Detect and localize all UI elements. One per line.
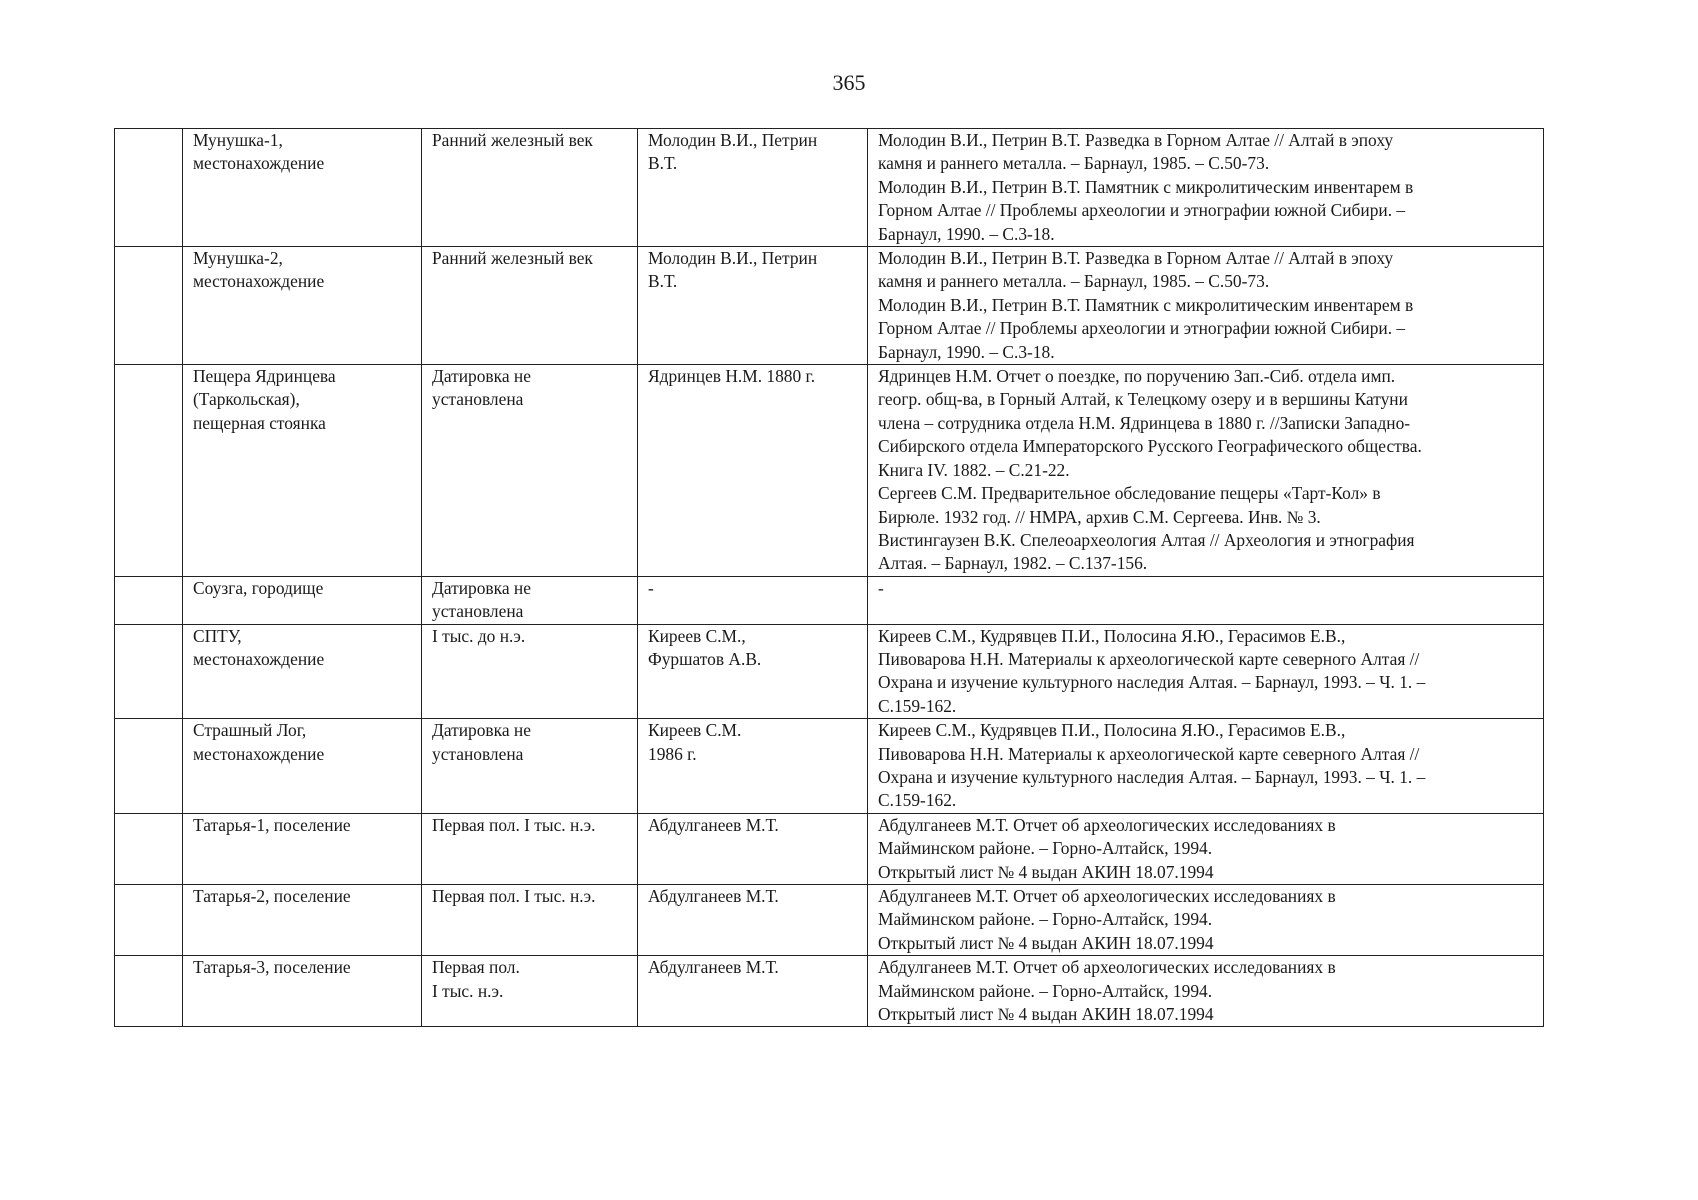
cell-dating: I тыс. до н.э. xyxy=(422,624,638,719)
cell-monument-name: Татарья-1, поселение xyxy=(183,813,422,884)
cell-dating: Датировка не установлена xyxy=(422,576,638,624)
cell-researcher: Молодин В.И., Петрин В.Т. xyxy=(638,247,868,365)
cell-dating: Первая пол. I тыс. н.э. xyxy=(422,813,638,884)
table-row xyxy=(115,719,1544,814)
cell-monument-name: СПТУ, местонахождение xyxy=(183,624,422,719)
cell-number xyxy=(115,956,183,1027)
cell-researcher: Киреев С.М. 1986 г. xyxy=(638,719,868,814)
cell-researcher: Абдулганеев М.Т. xyxy=(638,813,868,884)
table-row xyxy=(115,885,1544,956)
cell-researcher: Молодин В.И., Петрин В.Т. xyxy=(638,129,868,247)
table-row xyxy=(115,129,1544,247)
cell-literature: Абдулганеев М.Т. Отчет об археологических исследованиях в Майминском районе. – Горно-Алтайск, 1994. Открытый лист № 4 выдан АКИН 18.07.1994 xyxy=(868,813,1544,884)
table-row xyxy=(115,576,1544,624)
cell-monument-name: Соузга, городище xyxy=(183,576,422,624)
cell-number xyxy=(115,576,183,624)
cell-dating: Ранний железный век xyxy=(422,247,638,365)
cell-researcher: Ядринцев Н.М. 1880 г. xyxy=(638,365,868,577)
cell-literature: - xyxy=(868,576,1544,624)
cell-monument-name: Мунушка-2, местонахождение xyxy=(183,247,422,365)
cell-number xyxy=(115,885,183,956)
cell-literature: Ядринцев Н.М. Отчет о поездке, по поручению Зап.-Сиб. отдела имп. геогр. общ-ва, в Горный Алтай, к Телецкому озеру и в вершины Катуни члена – сотрудника отдела Н.М. Ядринцева в 1880 г. //Записки Западно- Сибирского отдела Императорского Русского Географического общества. Книга IV. 1882. – С.21-22. Сергеев С.М. Предварительное обследование пещеры «Тарт-Кол» в Бирюле. 1932 год. // НМРА, архив С.М. Сергеева. Инв. № 3. Вистингаузен В.К. Спелеоархеология Алтая // Археология и этнография Алтая. – Барнаул, 1982. – С.137-156. xyxy=(868,365,1544,577)
cell-monument-name: Пещера Ядринцева (Таркольская), пещерная стоянка xyxy=(183,365,422,577)
cell-monument-name: Мунушка-1, местонахождение xyxy=(183,129,422,247)
table-row xyxy=(115,365,1544,577)
cell-monument-name: Татарья-2, поселение xyxy=(183,885,422,956)
cell-literature: Молодин В.И., Петрин В.Т. Разведка в Горном Алтае // Алтай в эпоху камня и раннего металла. – Барнаул, 1985. – С.50-73. Молодин В.И., Петрин В.Т. Памятник с микролитическим инвентарем в Горном Алтае // Проблемы археологии и этнографии южной Сибири. – Барнаул, 1990. – С.3-18. xyxy=(868,247,1544,365)
table-row xyxy=(115,247,1544,365)
cell-literature: Киреев С.М., Кудрявцев П.И., Полосина Я.Ю., Герасимов Е.В., Пивоварова Н.Н. Материалы к археологической карте северного Алтая // Охрана и изучение культурного наследия Алтая. – Барнаул, 1993. – Ч. 1. – С.159-162. xyxy=(868,719,1544,814)
cell-number xyxy=(115,813,183,884)
monuments-table-body xyxy=(115,129,1544,1027)
page-number: 365 xyxy=(832,70,866,95)
table-row xyxy=(115,624,1544,719)
cell-literature: Молодин В.И., Петрин В.Т. Разведка в Горном Алтае // Алтай в эпоху камня и раннего металла. – Барнаул, 1985. – С.50-73. Молодин В.И., Петрин В.Т. Памятник с микролитическим инвентарем в Горном Алтае // Проблемы археологии и этнографии южной Сибири. – Барнаул, 1990. – С.3-18. xyxy=(868,129,1544,247)
monuments-table xyxy=(114,128,1544,1027)
table-row xyxy=(115,956,1544,1027)
cell-number xyxy=(115,129,183,247)
cell-number xyxy=(115,365,183,577)
cell-dating: Датировка не установлена xyxy=(422,365,638,577)
cell-monument-name: Страшный Лог, местонахождение xyxy=(183,719,422,814)
cell-dating: Ранний железный век xyxy=(422,129,638,247)
table-row xyxy=(115,813,1544,884)
cell-researcher: Абдулганеев М.Т. xyxy=(638,956,868,1027)
cell-literature: Абдулганеев М.Т. Отчет об археологических исследованиях в Майминском районе. – Горно-Алтайск, 1994. Открытый лист № 4 выдан АКИН 18.07.1994 xyxy=(868,885,1544,956)
cell-dating: Датировка не установлена xyxy=(422,719,638,814)
cell-dating: Первая пол. I тыс. н.э. xyxy=(422,885,638,956)
cell-monument-name: Татарья-3, поселение xyxy=(183,956,422,1027)
cell-dating: Первая пол. I тыс. н.э. xyxy=(422,956,638,1027)
cell-literature: Абдулганеев М.Т. Отчет об археологических исследованиях в Майминском районе. – Горно-Алтайск, 1994. Открытый лист № 4 выдан АКИН 18.07.1994 xyxy=(868,956,1544,1027)
cell-number xyxy=(115,719,183,814)
cell-number xyxy=(115,247,183,365)
cell-literature: Киреев С.М., Кудрявцев П.И., Полосина Я.Ю., Герасимов Е.В., Пивоварова Н.Н. Материалы к археологической карте северного Алтая // Охрана и изучение культурного наследия Алтая. – Барнаул, 1993. – Ч. 1. – С.159-162. xyxy=(868,624,1544,719)
cell-researcher: - xyxy=(638,576,868,624)
cell-researcher: Киреев С.М., Фуршатов А.В. xyxy=(638,624,868,719)
cell-number xyxy=(115,624,183,719)
cell-researcher: Абдулганеев М.Т. xyxy=(638,885,868,956)
